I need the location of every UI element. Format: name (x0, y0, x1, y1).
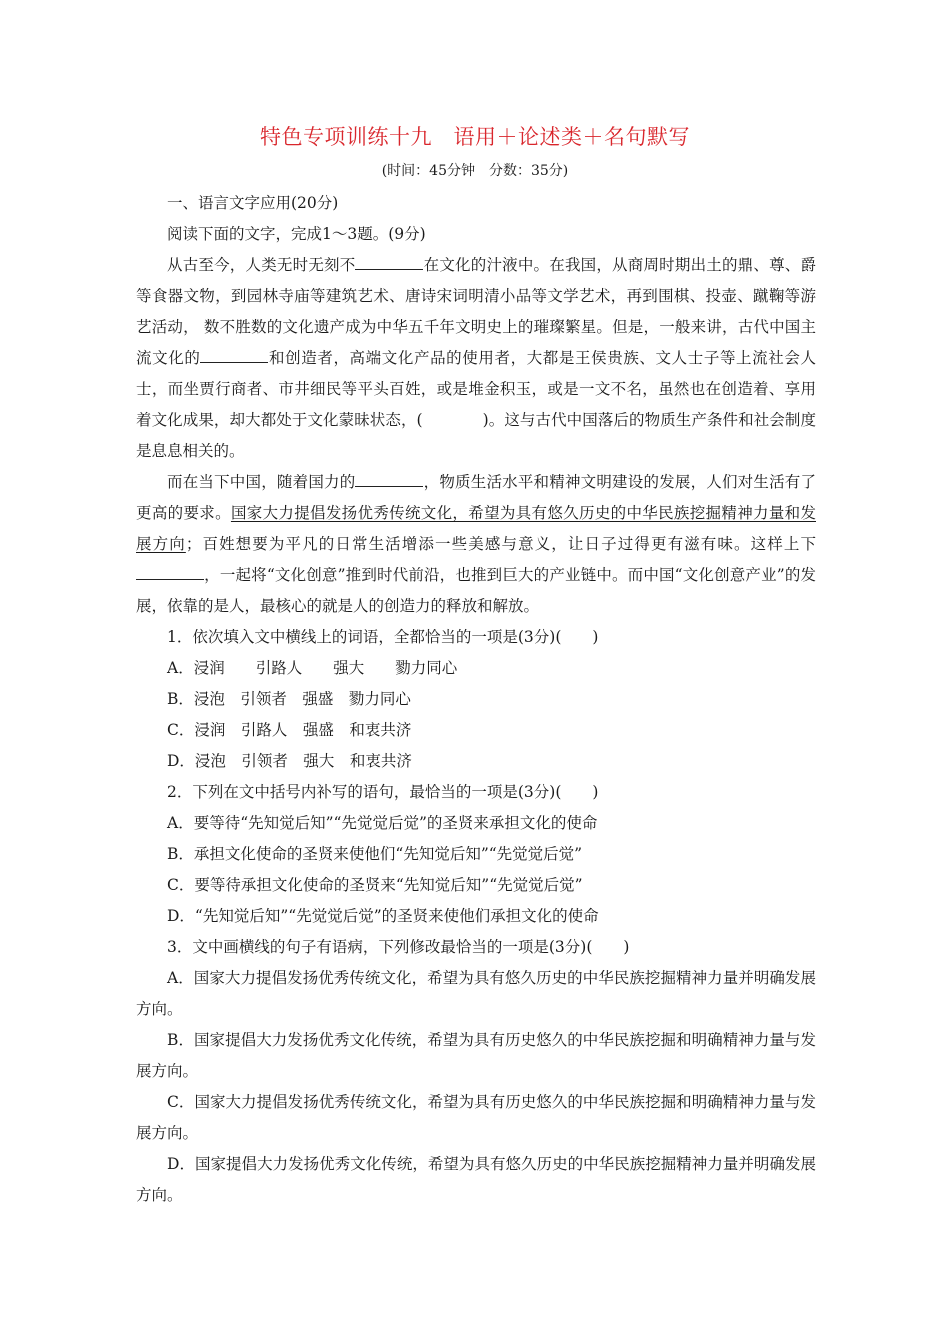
question-3-option-a: A．国家大力提倡发扬优秀传统文化，希望为具有悠久历史的中华民族挖掘精神力量并明确发展方向。 (136, 969, 816, 1018)
question-2-option-b: B．承担文化使命的圣贤来使他们“先知觉后知”“先觉觉后觉” (167, 845, 583, 863)
reading-instruction: 阅读下面的文字，完成1～3题。(9分) (167, 225, 426, 243)
passage-paragraph-1: 从古至今，人类无时无刻不 在文化的汁液中。在我国，从商周时期出土的鼎、尊、爵等食器文物，到园林寺庙等建筑艺术、唐诗宋词明清小品等文学艺术，再到围棋、投壶、蹴鞠等游艺活动， 数不胜数的文化遗产成为中华五千年文明史上的璀璨繁星。但是，一般来讲，古代中国主流文化的 和创造者，高端文化产品的使用者，大都是王侯贵族、文人士子等上流社会人士，而坐贾行商者、市井细民等平头百姓，或是堆金积玉，或是一文不名，虽然也在创造着、享用着文化成果，却大都处于文化蒙昧状态，( )。这与古代中国落后的物质生产条件和社会制度是息息相关的。 (136, 256, 816, 460)
question-3-option-c: C．国家大力提倡发扬优秀传统文化，希望为具有历史悠久的中华民族挖掘和明确精神力量与发展方向。 (136, 1093, 816, 1142)
question-1-stem: 1．依次填入文中横线上的词语，全都恰当的一项是(3分)( ) (167, 628, 599, 646)
question-2-option-c: C．要等待承担文化使命的圣贤来“先知觉后知”“先觉觉后觉” (167, 876, 583, 894)
question-3-option-b: B．国家提倡大力发扬优秀文化传统，希望为具有历史悠久的中华民族挖掘和明确精神力量与发展方向。 (136, 1031, 816, 1080)
question-1-option-d: D．浸泡 引领者 强大 和衷共济 (167, 752, 412, 770)
question-1-option-c: C．浸润 引路人 强盛 和衷共济 (167, 721, 412, 739)
question-1-option-b: B．浸泡 引领者 强盛 勠力同心 (167, 690, 411, 708)
page-title: 特色专项训练十九 语用＋论述类＋名句默写 (260, 125, 690, 149)
time-score-info: (时间：45分钟 分数：35分) (381, 163, 569, 179)
section-heading: 一、语言文字应用(20分) (167, 194, 339, 212)
document-body (136, 188, 816, 1211)
question-2-stem: 2．下列在文中括号内补写的语句，最恰当的一项是(3分)( ) (167, 783, 599, 801)
underlined-sentence: 国家大力提倡发扬优秀传统文化，希望为具有悠久历史的中华民族挖掘精神力量和发展方向 (136, 504, 816, 553)
fill-blank-1 (355, 255, 423, 270)
question-3-option-d: D．国家提倡大力发扬优秀文化传统，希望为具有悠久历史的中华民族挖掘精神力量并明确发展方向。 (136, 1155, 816, 1204)
question-1-option-a: A．浸润 引路人 强大 勠力同心 (167, 659, 458, 677)
fill-blank-4 (136, 565, 204, 580)
fill-blank-2 (200, 348, 268, 363)
question-3-stem: 3．文中画横线的句子有语病，下列修改最恰当的一项是(3分)( ) (167, 938, 630, 956)
passage-paragraph-2: 而在当下中国，随着国力的 ，物质生活水平和精神文明建设的发展，人们对生活有了更高的要求。国家大力提倡发扬优秀传统文化，希望为具有悠久历史的中华民族挖掘精神力量和发展方向；百姓想要为平凡的日常生活增添一些美感与意义，让日子过得更有滋有味。这样上下，一起将“文化创意”推到时代前沿，也推到巨大的产业链中。而中国“文化创意产业”的发展，依靠的是人，最核心的就是人的创造力的释放和解放。 (136, 473, 816, 615)
question-2-option-d: D．“先知觉后知”“先觉觉后觉”的圣贤来使他们承担文化的使命 (167, 907, 599, 925)
fill-blank-3 (355, 472, 423, 487)
question-2-option-a: A．要等待“先知觉后知”“先觉觉后觉”的圣贤来承担文化的使命 (167, 814, 598, 832)
